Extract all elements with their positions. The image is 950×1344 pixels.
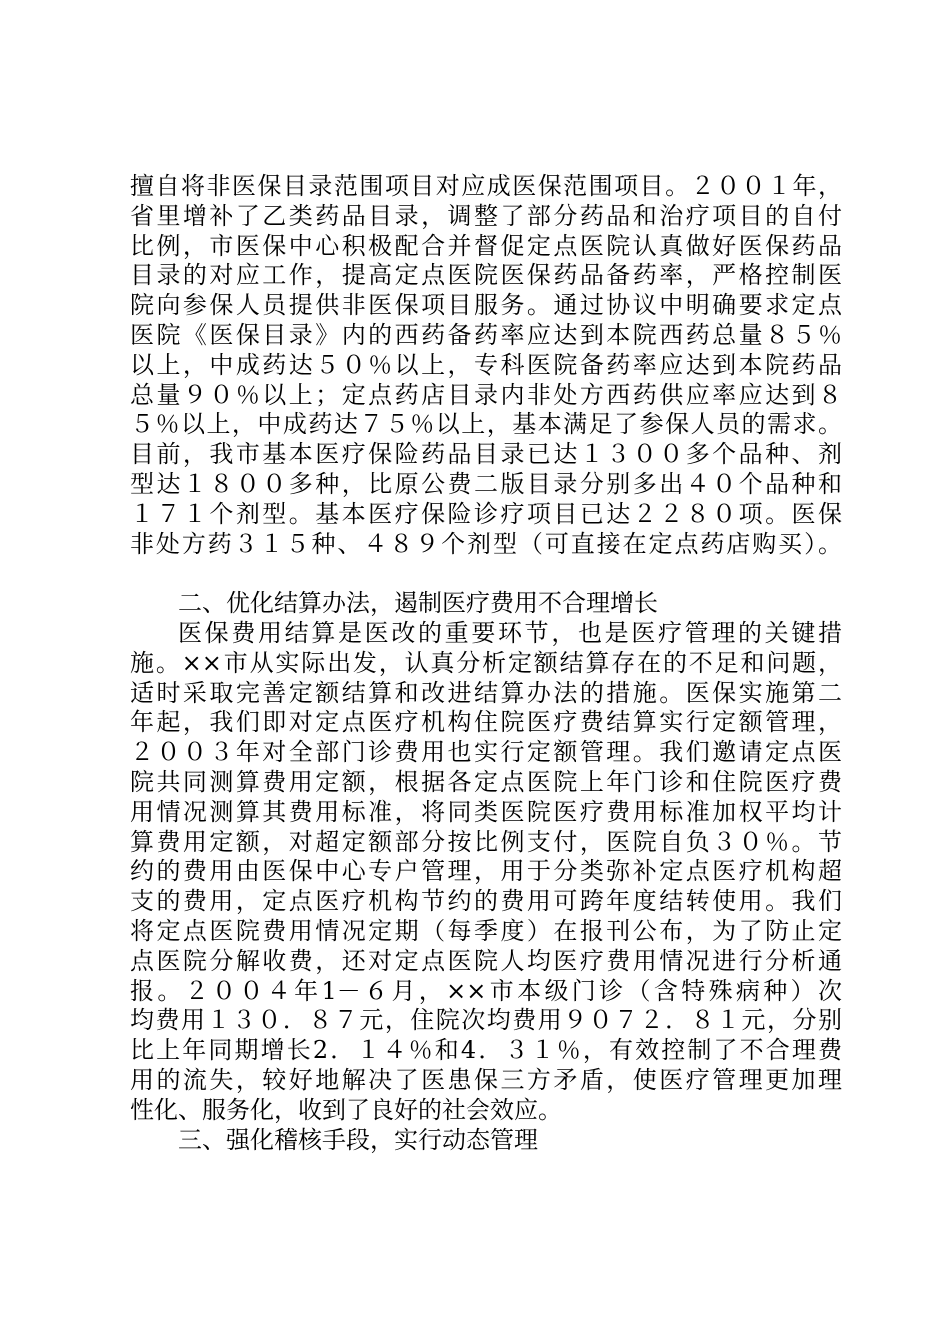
text-line: 院向参保人员提供非医保项目服务。通过协议中明确要求定点 [130, 291, 842, 320]
text-line: 均费用１３０．８７元，住院次均费用９０７２．８１元，分别 [130, 1006, 842, 1035]
text-line: 报。２００４年1－６月，××市本级门诊（含特殊病种）次 [130, 976, 842, 1005]
text-line: ５％以上，中成药达７５％以上，基本满足了参保人员的需求。 [130, 410, 842, 439]
text-line: 院共同测算费用定额，根据各定点医院上年门诊和住院医疗费 [130, 767, 842, 796]
text-line: 医院《医保目录》内的西药备药率应达到本院西药总量８５％ [130, 320, 842, 349]
paragraph-gap [130, 559, 842, 589]
paragraph-2 [130, 619, 842, 1126]
text-line: 以上，中成药达５０％以上，专科医院备药率应达到本院药品 [130, 350, 842, 379]
text-line: 目前，我市基本医疗保险药品目录已达１３００多个品种、剂 [130, 440, 842, 469]
text-line: 用的流失，较好地解决了医患保三方矛盾，使医疗管理更加理 [130, 1065, 842, 1094]
section-heading-2: 二、优化结算办法，遏制医疗费用不合理增长 [178, 589, 658, 618]
text-line: 目录的对应工作，提高定点医院医保药品备药率，严格控制医 [130, 261, 842, 290]
text-line: 算费用定额，对超定额部分按比例支付，医院自负３０％。节 [130, 827, 842, 856]
text-line: 年起，我们即对定点医疗机构住院医疗费结算实行定额管理， [130, 708, 842, 737]
text-line: 省里增补了乙类药品目录，调整了部分药品和治疗项目的自付 [130, 201, 842, 230]
text-line: 擅自将非医保目录范围项目对应成医保范围项目。２００１年， [130, 172, 842, 200]
text-line: 用情况测算其费用标准，将同类医院医疗费用标准加权平均计 [130, 797, 842, 826]
text-line: 将定点医院费用情况定期（每季度）在报刊公布，为了防止定 [130, 916, 842, 945]
text-line: ２００３年对全部门诊费用也实行定额管理。我们邀请定点医 [130, 738, 842, 767]
text-line: 非处方药３１５种、４８９个剂型（可直接在定点药店购买）。 [130, 529, 842, 558]
text-line: １７１个剂型。基本医疗保险诊疗项目已达２２８０项。医保 [130, 499, 842, 528]
text-line: 医保费用结算是医改的重要环节，也是医疗管理的关键措 [178, 618, 842, 647]
paragraph-1 [130, 172, 842, 559]
text-line: 性化、服务化，收到了良好的社会效应。 [130, 1095, 562, 1124]
text-line: 比例，市医保中心积极配合并督促定点医院认真做好医保药品 [130, 231, 842, 260]
document-page [130, 172, 842, 1155]
section-heading-3: 三、强化稽核手段，实行动态管理 [178, 1125, 538, 1154]
text-line: 支的费用，定点医疗机构节约的费用可跨年度结转使用。我们 [130, 887, 842, 916]
text-line: 总量９０％以上；定点药店目录内非处方西药供应率应达到８ [130, 380, 842, 409]
text-line: 施。××市从实际出发，认真分析定额结算存在的不足和问题， [130, 648, 842, 677]
text-line: 点医院分解收费，还对定点医院人均医疗费用情况进行分析通 [130, 946, 842, 975]
text-line: 适时采取完善定额结算和改进结算办法的措施。医保实施第二 [130, 678, 842, 707]
text-line: 比上年同期增长2．１４％和4．３１％，有效控制了不合理费 [130, 1036, 842, 1065]
text-line: 型达１８００多种，比原公费二版目录分别多出４０个品种和 [130, 469, 842, 498]
text-line: 约的费用由医保中心专户管理，用于分类弥补定点医疗机构超 [130, 857, 842, 886]
